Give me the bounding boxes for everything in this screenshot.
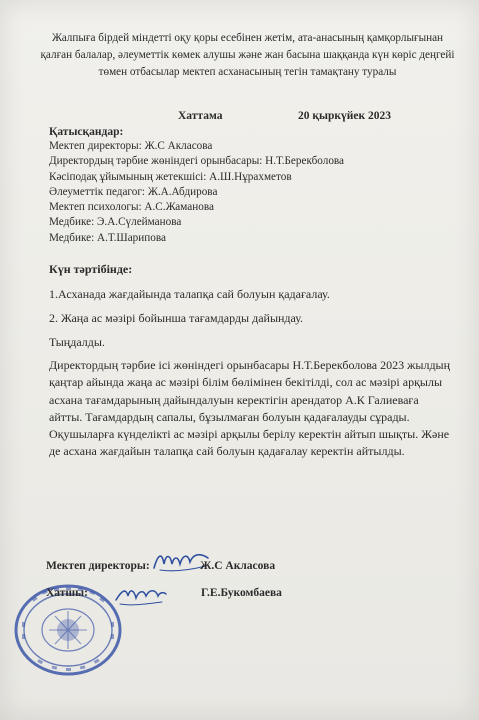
participant-item: Мектеп директоры: Ж.С Акласова — [49, 140, 213, 152]
participant-item: Медбике: Э.А.Сүлейманова — [49, 216, 182, 229]
participants-list — [49, 139, 449, 246]
signature-name: Г.Е.Букомбаева — [201, 587, 282, 599]
agenda-item: 2. Жаңа ас мәзірі бойынша тағамдарды дайындау. — [49, 311, 304, 325]
document-type: Хаттама — [178, 110, 223, 122]
agenda-heading: Күн тәртібінде: — [49, 262, 133, 276]
participant-item: Әлеуметтік педагог: Ж.А.Абдирова — [49, 185, 218, 198]
participants-heading: Қатысқандар: — [49, 126, 124, 138]
body-paragraph: Директордың тәрбие ісі жөніндегі орынбасары Н.Т.Берекболова 2023 жылдың қаңтар айында жаңа ас мәзірі білім бөлімінен бекітілді, сол ас мәзірі арқылы асхана тағамдарының дайындалуын керектігін арендатор А.К Галиеваға айтты. Тағамдардың сапалы, бұзылмаған болуын қадағалауды сұрады. Оқушыларға күнделікті ас мәзірі арқылы берілу керектін айтып шықты. Және де асхана жағдайын талапқа сай болуын қадағалау керектін айтылды. — [49, 358, 451, 459]
participant-item: Кәсіподақ ұйымының жетекшісі: А.Ш.Нұрахметов — [49, 170, 292, 183]
participant-item: Директордың тәрбие жөніндегі орынбасары: Н.Т.Берекболова — [49, 155, 345, 168]
agenda-item: 1.Асханада жағдайында талапқа сай болуын қадағалау. — [49, 287, 330, 301]
document-date: 20 қыркүйек 2023 — [298, 110, 391, 122]
document-title: Жалпыға бірдей міндетті оқу қоры есебінен жетім, ата-анасының қамқорлығынан қалған балалар, әлеуметтік көмек алушы және жан басына шаққанда күн көріс деңгейі төмен отбасылар мектеп асханасының тегін тамақтану туралы — [40, 32, 455, 78]
participant-item: Мектеп психологы: А.С.Жаманова — [49, 201, 214, 214]
signature-role-label: Мектеп директоры: — [46, 560, 150, 572]
signature-name: Ж.С Акласова — [200, 560, 276, 572]
signature-role-label: Хатшы: — [46, 587, 88, 599]
secretary-signature — [112, 582, 170, 610]
listened-label: Тыңдалды. — [49, 335, 105, 349]
participant-item: Медбике: А.Т.Шарипова — [49, 231, 166, 244]
